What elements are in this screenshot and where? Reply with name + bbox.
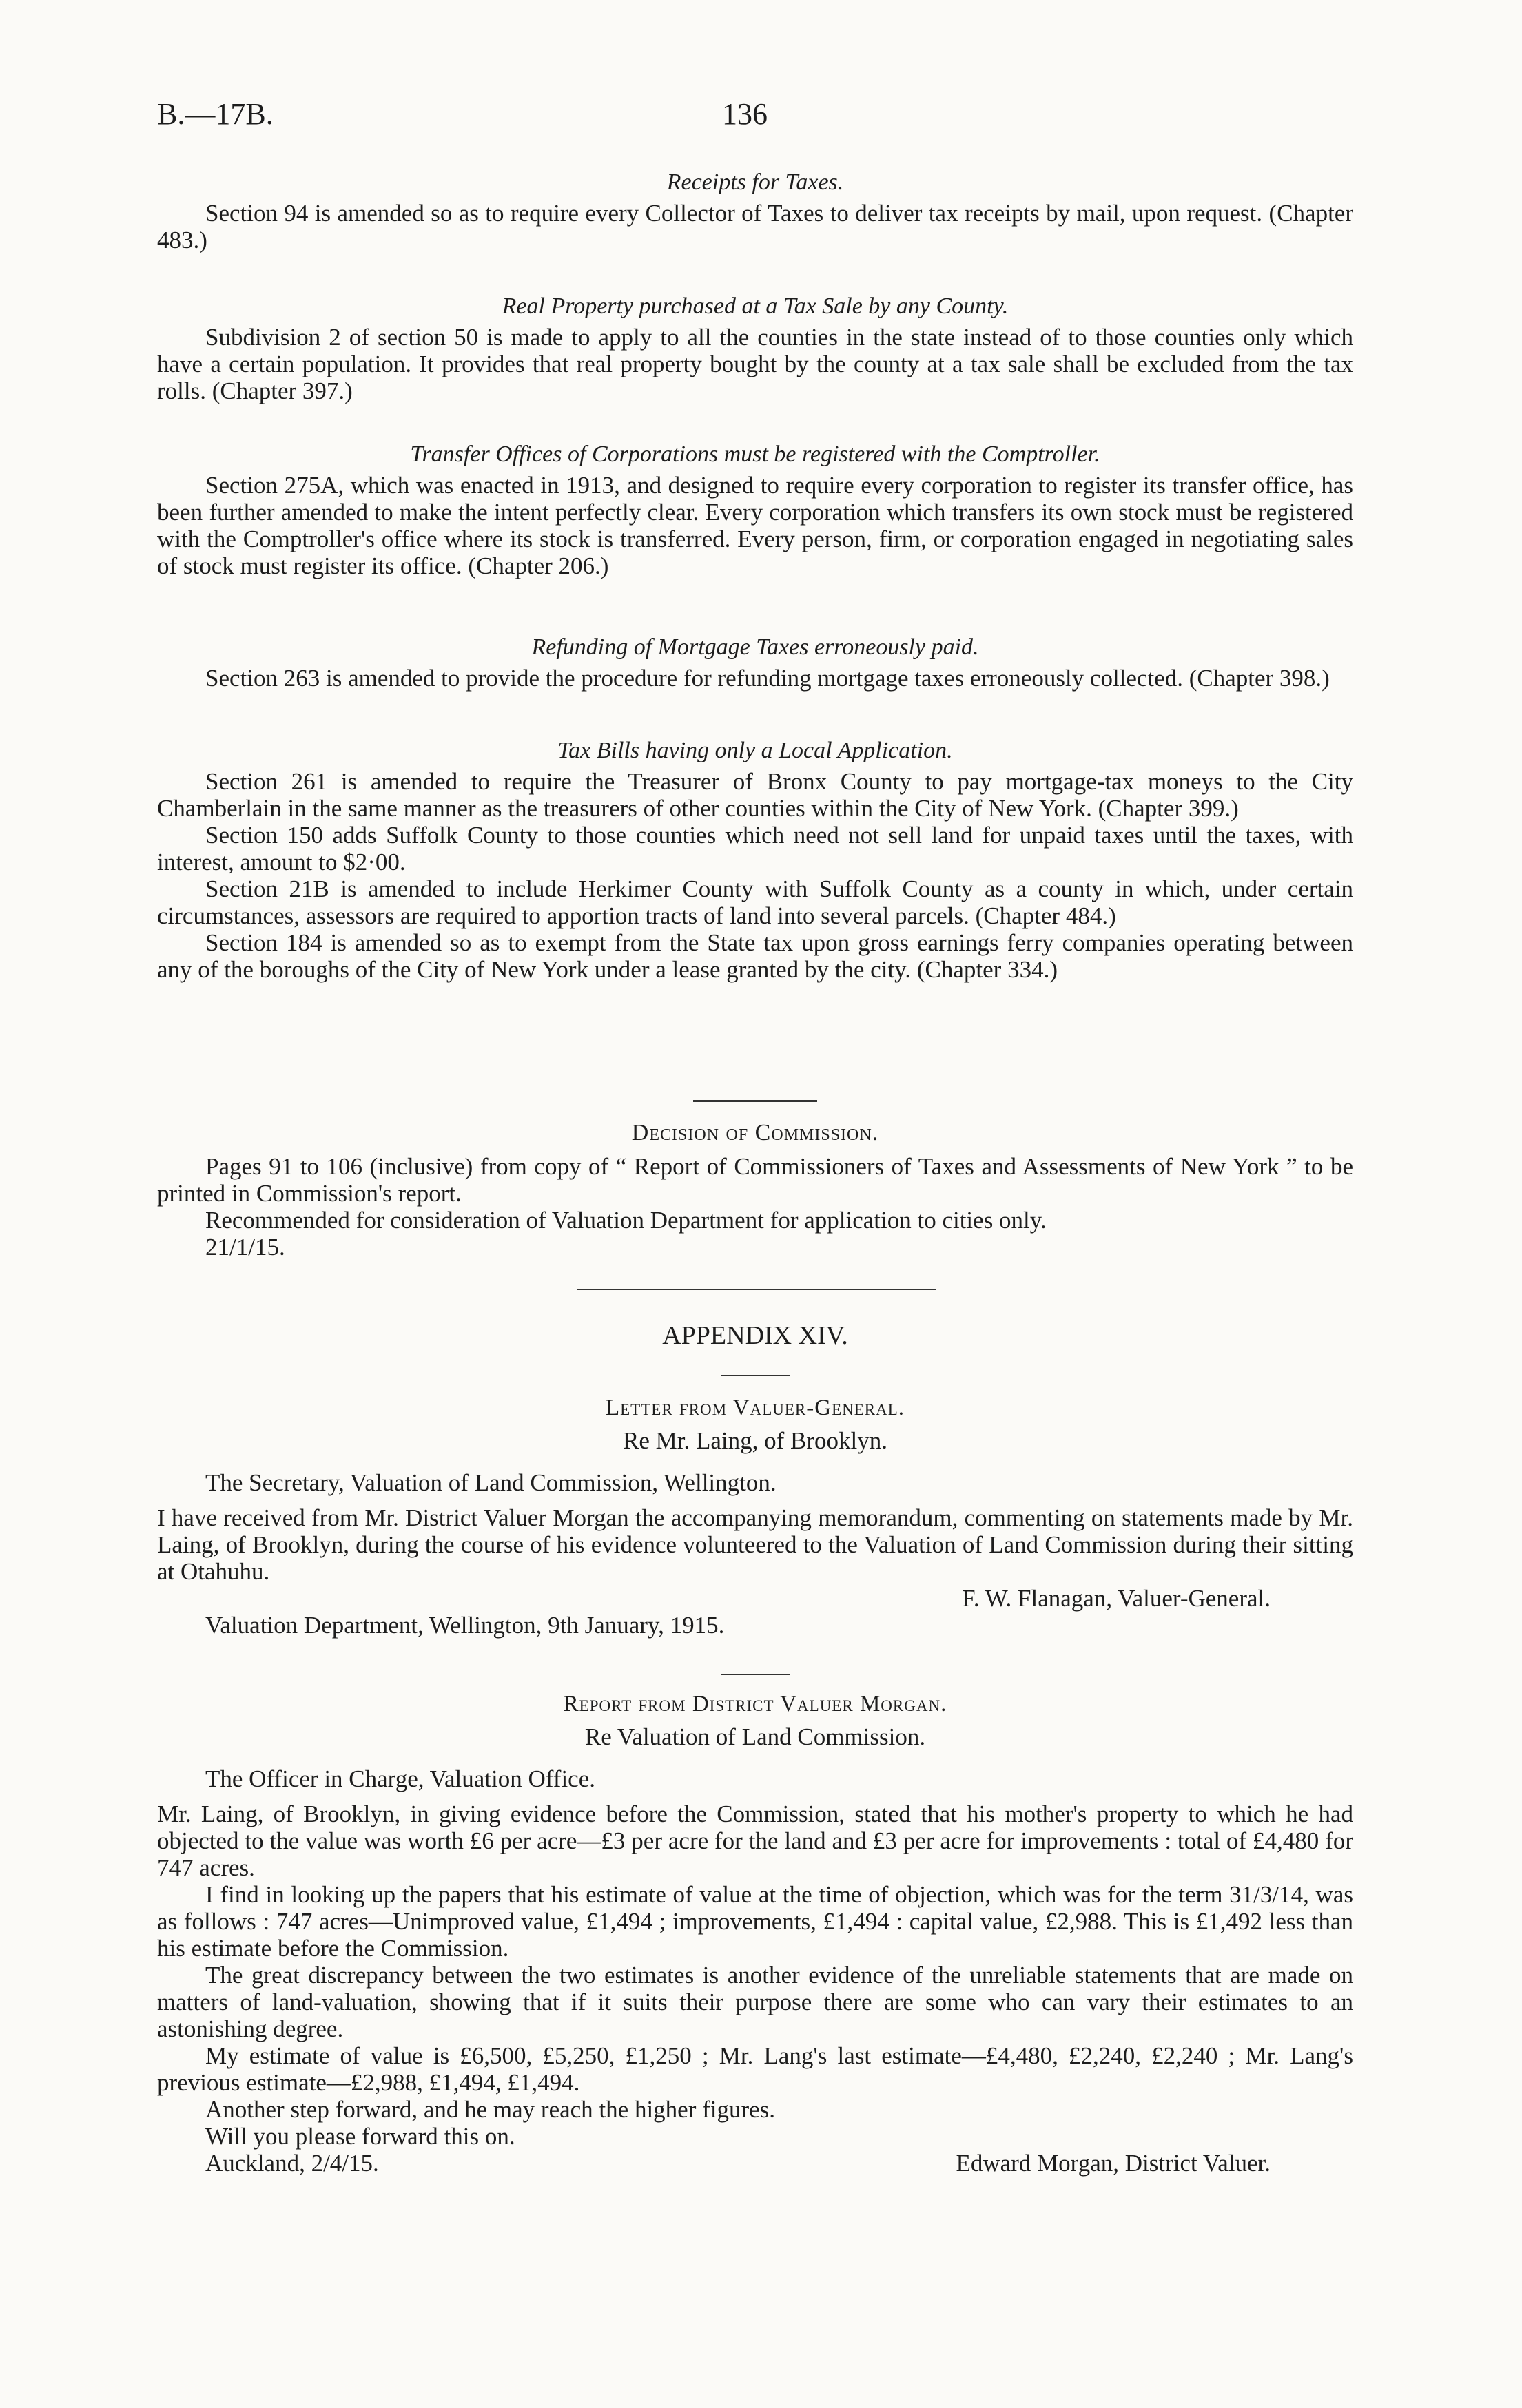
- signature: Edward Morgan, District Valuer.: [956, 2150, 1271, 2177]
- paragraph: Will you please forward this on.: [205, 2123, 515, 2150]
- paragraph: Pages 91 to 106 (inclusive) from copy of “ Report of Commissioners of Taxes and Assessments of New York ” to be printed in Commission's report.: [157, 1153, 1353, 1207]
- paragraph: Subdivision 2 of section 50 is made to apply to all the counties in the state instead of to those counties only which have a certain population. It provides that real property bought by the county at a tax sale shall be excluded from the tax rolls. (Chapter 397.): [157, 324, 1353, 404]
- document-reference: B.—17B.: [157, 97, 274, 131]
- place-date: Auckland, 2/4/15.: [205, 2150, 379, 2177]
- addressee: The Officer in Charge, Valuation Office.: [205, 1765, 595, 1792]
- divider: [721, 1375, 790, 1376]
- paragraph: I find in looking up the papers that his estimate of value at the time of objection, which was for the term 31/3/14, was as follows : 747 acres—Unimproved value, £1,494 ; improvements, £1,494 : capital value, £2,988. This is £1,492 less than his estimate before the Commission.: [157, 1881, 1353, 1962]
- section-local-tax-bills: [157, 737, 1353, 983]
- section-real-property-tax-sale: [157, 293, 1353, 404]
- report-heading: Report from District Valuer Morgan.: [563, 1692, 947, 1716]
- section-heading: Real Property purchased at a Tax Sale by any County.: [502, 293, 1009, 319]
- addressee: The Secretary, Valuation of Land Commission, Wellington.: [205, 1469, 777, 1496]
- paragraph: Section 21B is amended to include Herkimer County with Suffolk County as a county in which, under certain circumstances, assessors are required to apportion tracts of land into several parcels. (Chapter 484.): [157, 875, 1353, 929]
- report-from-district-valuer: [157, 1691, 1353, 2177]
- section-heading: Refunding of Mortgage Taxes erroneously paid.: [531, 634, 979, 660]
- section-heading: Decision of Commission.: [631, 1120, 879, 1145]
- section-heading: Tax Bills having only a Local Application.: [557, 738, 953, 763]
- paragraph: Section 275A, which was enacted in 1913, and designed to require every corporation to register its transfer office, has been further amended to make the intent perfectly clear. Every corporation which transfers its own stock must be registered with the Comptroller's office where its stock is transferred. Every person, firm, or corporation engaged in negotiating sales of stock must register its office. (Chapter 206.): [157, 472, 1353, 579]
- paragraph: Section 261 is amended to require the Treasurer of Bronx County to pay mortgage-tax moneys to the City Chamberlain in the same manner as the treasurers of other counties within the City of New York. (Chapter 399.): [157, 768, 1353, 822]
- letter-heading: Letter from Valuer-General.: [605, 1395, 905, 1420]
- signature: F. W. Flanagan, Valuer-General.: [962, 1585, 1271, 1612]
- paragraph: Mr. Laing, of Brooklyn, in giving evidence before the Commission, stated that his mother's property to which he had objected to the value was worth £6 per acre—£3 per acre for the land and £3 per acre for improvements : total of £4,480 for 747 acres.: [157, 1800, 1353, 1881]
- divider: [721, 1674, 790, 1675]
- paragraph: The great discrepancy between the two estimates is another evidence of the unreliable statements that are made on matters of land-valuation, showing that if it suits their purpose there are some who can vary their estimates to an astonishing degree.: [157, 1962, 1353, 2042]
- section-heading: Receipts for Taxes.: [666, 169, 844, 195]
- paragraph: My estimate of value is £6,500, £5,250, £1,250 ; Mr. Lang's last estimate—£4,480, £2,240, £2,240 ; Mr. Lang's previous estimate—£2,988, £1,494, £1,494.: [157, 2042, 1353, 2096]
- paragraph: Recommended for consideration of Valuation Department for application to cities only.: [205, 1207, 1047, 1234]
- divider: [693, 1100, 817, 1102]
- section-decision: [157, 1119, 1353, 1260]
- letter-re-line: Re Mr. Laing, of Brooklyn.: [623, 1427, 887, 1454]
- appendix-title-block: [157, 1322, 1353, 1349]
- divider: [577, 1289, 936, 1290]
- paragraph: Section 94 is amended so as to require every Collector of Taxes to deliver tax receipts by mail, upon request. (Chapter 483.): [157, 200, 1353, 253]
- page-number: 136: [722, 97, 768, 131]
- paragraph: Section 263 is amended to provide the procedure for refunding mortgage taxes erroneously collected. (Chapter 398.): [205, 665, 1330, 692]
- letter-from-valuer-general: [157, 1395, 1353, 1639]
- section-receipts-for-taxes: [157, 169, 1353, 253]
- appendix-title: APPENDIX XIV.: [662, 1321, 848, 1350]
- paragraph: Section 150 adds Suffolk County to those counties which need not sell land for unpaid taxes until the taxes, with interest, amount to $2·00.: [157, 822, 1353, 875]
- letter-body: I have received from Mr. District Valuer Morgan the accompanying memorandum, commenting on statements made by Mr. Laing, of Brooklyn, during the course of his evidence volunteered to the Valuation of Land Commission during their sitting at Otahuhu.: [157, 1504, 1353, 1585]
- decision-date: 21/1/15.: [205, 1234, 285, 1260]
- report-re-line: Re Valuation of Land Commission.: [584, 1723, 926, 1750]
- paragraph: Section 184 is amended so as to exempt from the State tax upon gross earnings ferry companies operating between any of the boroughs of the City of New York under a lease granted by the city. (Chapter 334.): [157, 929, 1353, 983]
- paragraph: Another step forward, and he may reach the higher figures.: [205, 2096, 776, 2123]
- section-transfer-offices: [157, 441, 1353, 579]
- section-heading: Transfer Offices of Corporations must be registered with the Comptroller.: [410, 442, 1100, 467]
- section-refunding-mortgage-taxes: [157, 634, 1353, 692]
- place-date: Valuation Department, Wellington, 9th January, 1915.: [205, 1612, 725, 1639]
